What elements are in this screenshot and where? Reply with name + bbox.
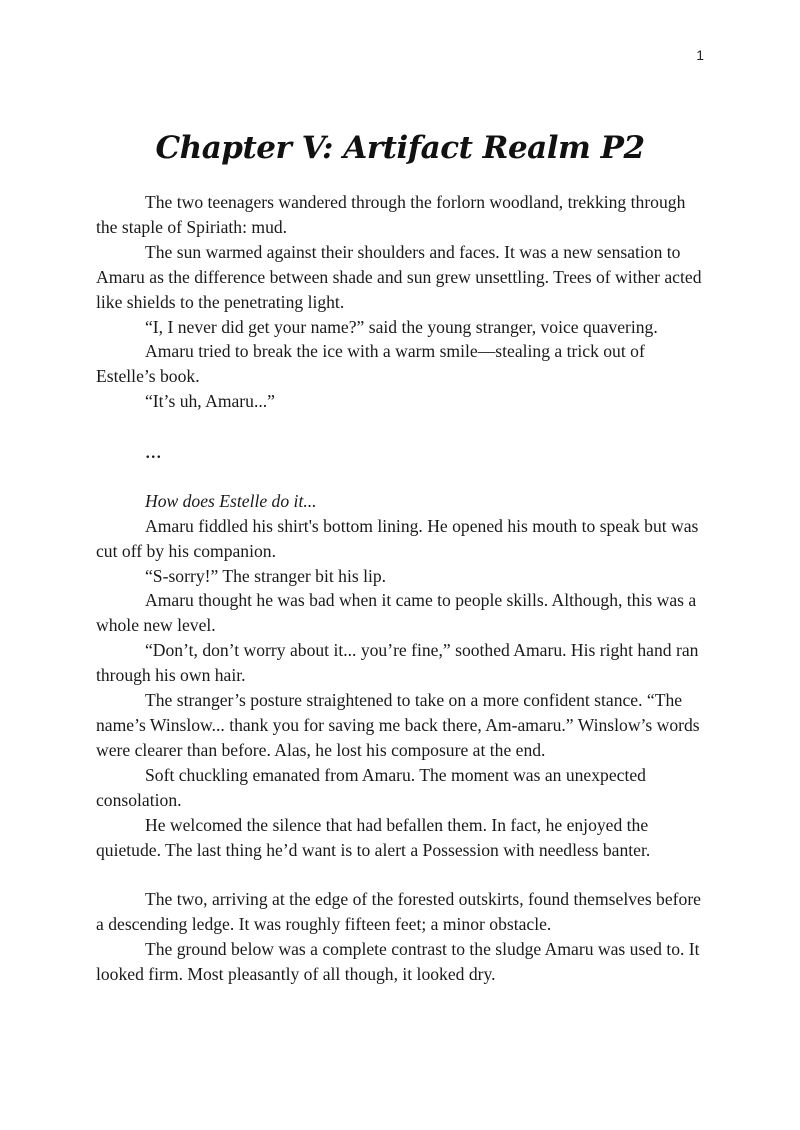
blank-line	[96, 464, 706, 489]
paragraph: Amaru fiddled his shirt's bottom lining. He opened his mouth to speak but was cut off by his companion.	[96, 515, 699, 561]
paragraph: Soft chuckling emanated from Amaru. The moment was an unexpected consolation.	[96, 764, 646, 810]
page-number: 1	[696, 47, 704, 63]
paragraph: “I, I never did get your name?” said the young stranger, voice quavering.	[145, 316, 658, 337]
blank-line	[96, 862, 706, 887]
paragraph: Amaru thought he was bad when it came to people skills. Although, this was a whole new level.	[96, 590, 697, 636]
paragraph: The two, arriving at the edge of the forested outskirts, found themselves before a descending ledge. It was roughly fifteen feet; a minor obstacle.	[96, 889, 701, 935]
paragraph: Amaru tried to break the ice with a warm smile—stealing a trick out of Estelle’s book.	[96, 341, 645, 387]
paragraph: The ground below was a complete contrast to the sludge Amaru was used to. It looked firm. Most pleasantly of all though, it looked dry.	[96, 939, 700, 985]
chapter-body	[96, 190, 706, 987]
paragraph: “It’s uh, Amaru...”	[145, 391, 275, 412]
paragraph: The two teenagers wandered through the forlorn woodland, trekking through the staple of Spiriath: mud.	[96, 192, 686, 237]
paragraph-thought: How does Estelle do it...	[145, 490, 317, 511]
paragraph: “Don’t, don’t worry about it... you’re fine,” soothed Amaru. His right hand ran through his own hair.	[96, 640, 699, 686]
paragraph: He welcomed the silence that had befallen them. In fact, he enjoyed the quietude. The last thing he’d want is to alert a Possession with needless banter.	[96, 814, 651, 860]
scene-break: ...	[145, 438, 162, 464]
paragraph: “S-sorry!” The stranger bit his lip.	[145, 565, 387, 586]
chapter-title: Chapter V: Artifact Realm P2	[155, 130, 645, 166]
paragraph: The sun warmed against their shoulders and faces. It was a new sensation to Amaru as the difference between shade and sun grew unsettling. Trees of wither acted like shields to the penetrating light.	[96, 241, 702, 312]
blank-line	[96, 414, 706, 439]
paragraph: The stranger’s posture straightened to take on a more confident stance. “The name’s Winslow... thank you for saving me back there, Am-amaru.” Winslow’s words were clearer than before. Alas, he lost his composure at the end.	[96, 690, 700, 760]
